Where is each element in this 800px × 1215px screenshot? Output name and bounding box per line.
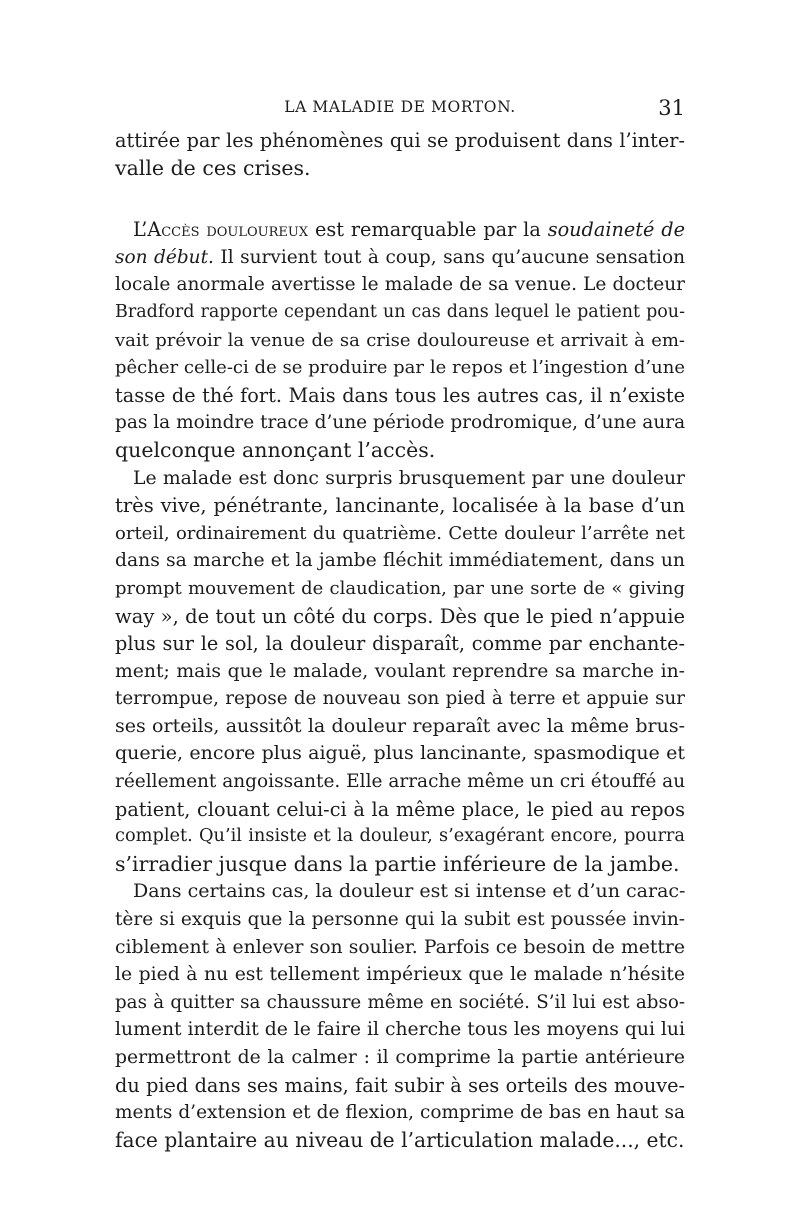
text-line: vait prévoir la venue de sa crise douloureuse et arrivait à em- [115,329,685,351]
text-line: plus sur le sol, la douleur disparaît, comme par enchante- [115,632,685,656]
paragraph-douleur-intense [115,878,685,1154]
text-run: est remarquable par la [308,218,548,242]
text-line: ciblement à enlever son soulier. Parfois ce besoin de mettre [115,936,685,958]
text-line: prompt mouvement de claudication, par une sorte de « giving [115,577,685,599]
text-line: pas la moindre trace d’une période prodromique, d’une aura [115,412,686,434]
text-line: tasse de thé fort. Mais dans tous les autres cas, il n’existe [115,383,685,407]
text-line: très vive, pénétrante, lancinante, localisée à la base d’un [115,494,685,518]
text-line: pas à quitter sa chaussure même en société. S’il lui est abso- [115,991,685,1013]
text-line: le pied à nu est tellement impérieux que le malade n’hésite [115,964,685,986]
text-line: querie, encore plus aiguë, plus lancinante, spasmodique et [115,742,685,765]
text-line: patient, clouant celui-ci à la même place, le pied au repos [115,797,685,821]
text-line: Dans certains cas, la douleur est si intense et d’un carac- [133,880,686,903]
text-line: permettront de la calmer : il comprime la partie antérieure [115,1047,685,1068]
italic-run: soudaineté de [547,218,686,242]
text-line: Le malade est donc surpris brusquement par une douleur [133,467,685,489]
text-line [115,244,685,272]
text-line: pêcher celle-ci de se produire par le repos et l’ingestion d’une [115,357,685,379]
paragraph-gap [115,182,685,216]
text-line: locale anormale avertisse le malade de sa venue. Le docteur [115,274,685,296]
paragraph-continuation [115,127,685,182]
text-line: ses orteils, aussitôt la douleur reparaît avec la même brus- [115,714,685,737]
text-line: ment; mais que le malade, voulant reprendre sa marche in- [115,660,685,682]
text-line: s’irradier jusque dans la partie inférieure de la jambe. [115,851,680,876]
paragraph-malade-surpris [115,465,685,879]
text-line: orteil, ordinairement du quatrième. Cette douleur l’arrête net [115,522,685,544]
text-line: way », de tout un côté du corps. Dès que le pied n’appuie [115,604,685,628]
text-line: attirée par les phénomènes qui se produisent dans l’inter- [115,129,685,152]
page-number: 31 [658,96,685,120]
text-line: ments d’extension et de flexion, comprime de bas en haut sa [115,1102,685,1124]
text-line: valle de ces crises. [115,155,311,180]
text-line: lument interdit de le faire il cherche tous les moyens qui lui [115,1019,685,1041]
text-line: Bradford rapporte cependant un cas dans lequel le patient pou- [115,301,685,322]
paragraph-acces-douloureux [115,216,685,464]
text-line: face plantaire au niveau de l’articulation malade..., etc. [115,1127,685,1152]
text-line: réellement angoissante. Elle arrache même un cri étouffé au [115,771,686,793]
body-text [115,127,685,1154]
text-line: du pied dans ses mains, fait subir à ses orteils des mouve- [115,1073,685,1097]
text-line [115,216,685,244]
text-line: tère si exquis que la personne qui la subit est poussée invin- [115,909,685,931]
text-line: quelconque annonçant l’accès. [115,437,436,462]
text-line: complet. Qu’il insiste et la douleur, s’exagérant encore, pourra [115,826,685,847]
text-line: dans sa marche et la jambe fléchit immédiatement, dans un [115,550,685,572]
running-head-title: LA MALADIE DE MORTON. [284,98,516,116]
text-line: terrompue, repose de nouveau son pied à terre et appuie sur [115,688,685,710]
italic-run: son début. [115,246,214,268]
text-run: Il survient tout à coup, sans qu’aucune sensation [213,246,685,268]
running-head [115,96,685,122]
section-lead: L’Accès douloureux [133,218,309,242]
